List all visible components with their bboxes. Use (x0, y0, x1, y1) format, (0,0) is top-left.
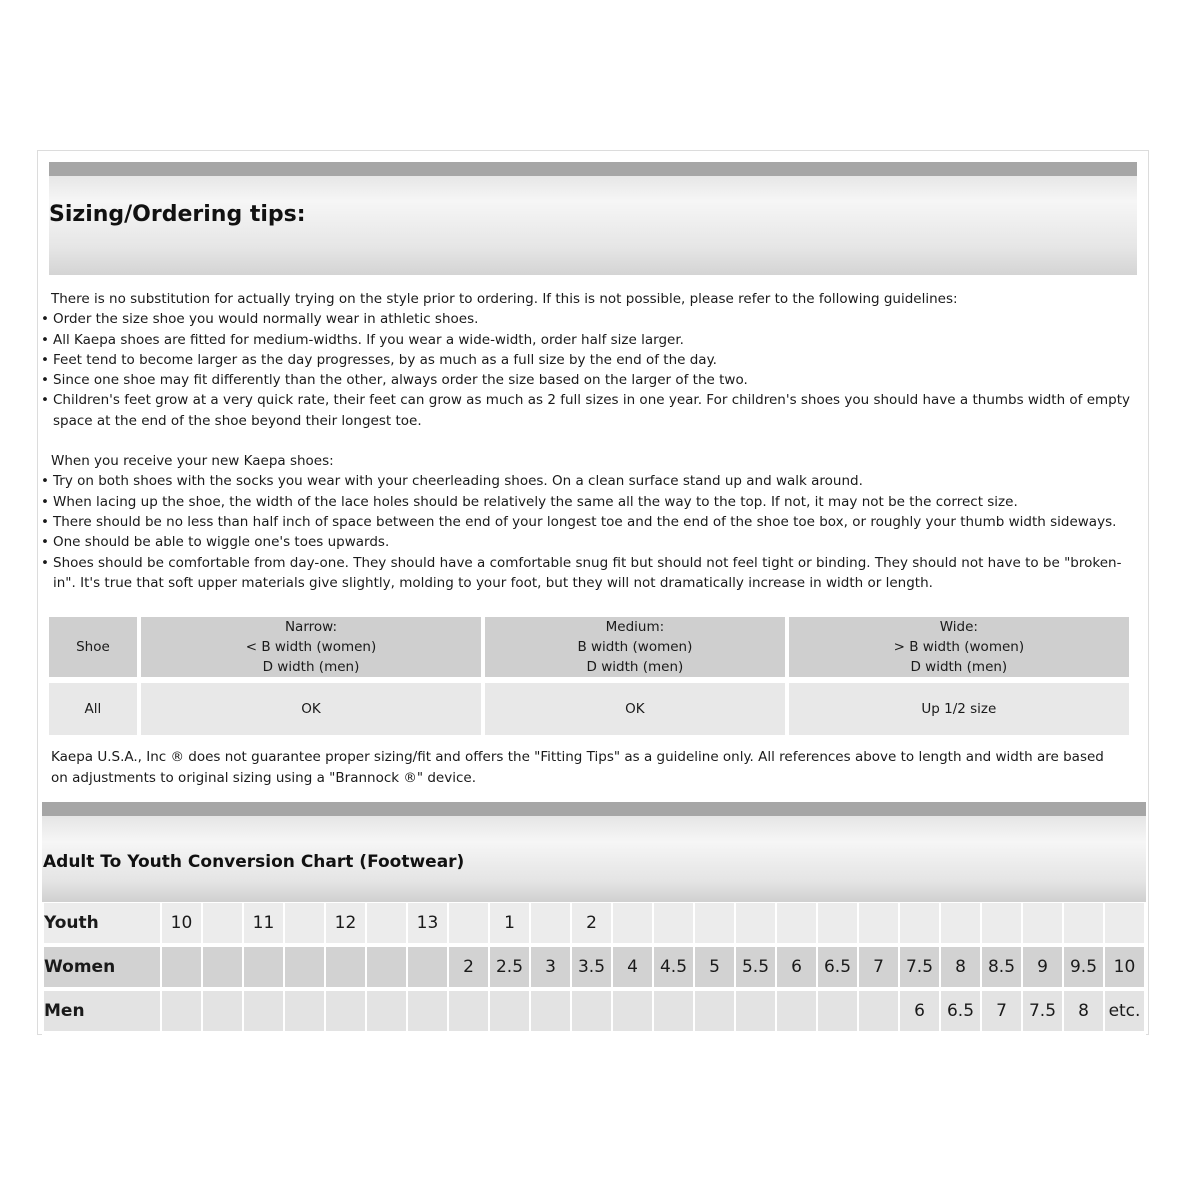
header-cell: Shoe (49, 617, 137, 677)
table-cell: Up 1/2 size (789, 683, 1129, 735)
size-cell (735, 989, 776, 1033)
size-cell (776, 903, 817, 945)
size-cell: 6 (899, 989, 940, 1033)
size-cell (817, 989, 858, 1033)
row-label: Youth (43, 903, 161, 945)
list-item: • When lacing up the shoe, the width of the lace holes should be relatively the same all the way to the top. If not, it may not be the correct size. (41, 492, 1141, 512)
size-cell (243, 945, 284, 989)
size-cell (284, 989, 325, 1033)
size-cell: 9.5 (1063, 945, 1104, 989)
size-cell (407, 945, 448, 989)
table-row (43, 989, 1145, 1033)
size-cell (694, 903, 735, 945)
list-item: • All Kaepa shoes are fitted for medium-widths. If you wear a wide-width, order half size larger. (41, 330, 1141, 350)
list-item: • Feet tend to become larger as the day progresses, by as much as a full size by the end of the day. (41, 350, 1141, 370)
receive-list (51, 471, 1141, 593)
size-cell (448, 903, 489, 945)
size-cell: 2.5 (489, 945, 530, 989)
size-cell (161, 945, 202, 989)
size-cell (489, 989, 530, 1033)
size-cell (325, 945, 366, 989)
size-cell (653, 903, 694, 945)
size-cell (776, 989, 817, 1033)
size-cell (940, 903, 981, 945)
size-cell: 7 (981, 989, 1022, 1033)
list-item: • Order the size shoe you would normally wear in athletic shoes. (41, 309, 1141, 329)
size-cell: 7 (858, 945, 899, 989)
guidelines-list (51, 309, 1141, 431)
table-cell: OK (141, 683, 481, 735)
size-cell (1063, 903, 1104, 945)
size-cell: 7.5 (899, 945, 940, 989)
size-cell (202, 903, 243, 945)
size-cell: 12 (325, 903, 366, 945)
list-item: • Try on both shoes with the socks you wear with your cheerleading shoes. On a clean surface stand up and walk around. (41, 471, 1141, 491)
intro-text: There is no substitution for actually trying on the style prior to ordering. If this is not possible, please refer to the following guidelines: (51, 291, 958, 307)
list-item: • There should be no less than half inch of space between the end of your longest toe and the end of the shoe toe box, or roughly your thumb width sideways. (41, 512, 1141, 532)
size-cell (366, 989, 407, 1033)
size-cell: 5.5 (735, 945, 776, 989)
size-cell: 10 (1104, 945, 1145, 989)
size-cell (366, 903, 407, 945)
size-cell (448, 989, 489, 1033)
size-cell (817, 903, 858, 945)
receive-intro: When you receive your new Kaepa shoes: (51, 453, 334, 470)
size-cell (407, 989, 448, 1033)
header-cell: Medium: B width (women) D width (men) (485, 617, 785, 677)
size-cell (202, 989, 243, 1033)
size-cell (243, 989, 284, 1033)
size-cell: 4.5 (653, 945, 694, 989)
size-cell (735, 903, 776, 945)
size-cell: 8 (940, 945, 981, 989)
table-row (43, 903, 1145, 945)
size-cell: 2 (571, 903, 612, 945)
row-label: Women (43, 945, 161, 989)
size-cell (571, 989, 612, 1033)
size-cell: 13 (407, 903, 448, 945)
sizing-tips (51, 289, 1141, 593)
table-row (43, 945, 1145, 989)
size-cell (530, 989, 571, 1033)
size-cell (858, 903, 899, 945)
size-cell: 8 (1063, 989, 1104, 1033)
sizing-title: Sizing/Ordering tips: (49, 202, 306, 227)
size-cell (858, 989, 899, 1033)
list-item: • Children's feet grow at a very quick rate, their feet can grow as much as 2 full sizes in one year. For children's shoes you should have a thumbs width of empty space at the end of the shoe beyond their longest toe. (41, 390, 1141, 431)
size-cell: 5 (694, 945, 735, 989)
size-cell: 3.5 (571, 945, 612, 989)
conversion-table (42, 903, 1146, 1035)
size-cell (284, 945, 325, 989)
list-item: • One should be able to wiggle one's toes upwards. (41, 532, 1141, 552)
size-cell (284, 903, 325, 945)
size-cell (1104, 903, 1145, 945)
sizing-header-bar (49, 162, 1137, 275)
size-cell: 1 (489, 903, 530, 945)
size-cell: 3 (530, 945, 571, 989)
size-cell (1022, 903, 1063, 945)
size-cell: 11 (243, 903, 284, 945)
size-cell (653, 989, 694, 1033)
header-cell: Wide: > B width (women) D width (men) (789, 617, 1129, 677)
size-cell (366, 945, 407, 989)
size-cell: 4 (612, 945, 653, 989)
size-cell (325, 989, 366, 1033)
size-cell: 6.5 (817, 945, 858, 989)
size-cell (161, 989, 202, 1033)
size-cell (612, 989, 653, 1033)
size-cell (530, 903, 571, 945)
table-cell: All (49, 683, 137, 735)
size-cell: 10 (161, 903, 202, 945)
size-cell: 8.5 (981, 945, 1022, 989)
sizing-card (37, 150, 1149, 1035)
size-cell: etc. (1104, 989, 1145, 1033)
list-item: • Shoes should be comfortable from day-one. They should have a comfortable snug fit but should not feel tight or binding. They should not have to be "broken-in". It's true that soft upper materials give slightly, molding to your foot, but they will not dramatically increase in width or length. (41, 553, 1141, 594)
size-cell: 2 (448, 945, 489, 989)
size-cell (202, 945, 243, 989)
disclaimer: Kaepa U.S.A., Inc ® does not guarantee proper sizing/fit and offers the "Fitting Tips" as a guideline only. All references above to length and width are based on adjustments to original sizing using a "Brannock ®" device. (51, 749, 1104, 786)
table-row (49, 617, 1129, 677)
list-item: • Since one shoe may fit differently than the other, always order the size based on the larger of the two. (41, 370, 1141, 390)
size-cell: 9 (1022, 945, 1063, 989)
header-strip (49, 162, 1137, 176)
header-cell: Narrow: < B width (women) D width (men) (141, 617, 481, 677)
size-cell: 7.5 (1022, 989, 1063, 1033)
size-cell (612, 903, 653, 945)
size-cell: 6.5 (940, 989, 981, 1033)
conversion-title: Adult To Youth Conversion Chart (Footwear) (43, 852, 465, 872)
header-strip (42, 802, 1146, 816)
conversion-header-bar (42, 802, 1146, 902)
size-cell (694, 989, 735, 1033)
row-label: Men (43, 989, 161, 1033)
table-cell: OK (485, 683, 785, 735)
size-cell (899, 903, 940, 945)
size-cell: 6 (776, 945, 817, 989)
table-row (49, 683, 1129, 735)
size-cell (981, 903, 1022, 945)
width-fit-table (45, 617, 1133, 735)
